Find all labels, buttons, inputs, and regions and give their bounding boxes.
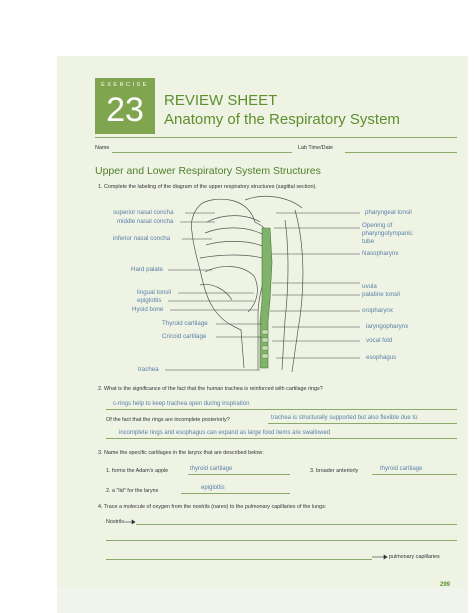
answer-2b-line1[interactable]: trachea is structurally supported but also flexible due to (271, 415, 418, 421)
label-palatine-tonsil: palatine tonsil (362, 291, 400, 298)
label-lingual-tonsil: lingual tonsil (137, 289, 172, 296)
label-uvula: uvula (362, 283, 377, 290)
label-inferior-nasal-concha: inferior nasal concha (113, 235, 171, 242)
pulmonary-capillaries-label: pulmonary capillaries (389, 554, 440, 560)
question-2: 2. What is the significance of the fact that the human trachea is reinforced with cartilage rings? (98, 386, 323, 392)
label-middle-nasal-concha: middle nasal concha (117, 218, 174, 225)
label-thyroid-cartilage: Thyroid cartilage (162, 320, 208, 327)
label-oropharynx: oropharynx (362, 307, 393, 314)
label-vocal-fold: vocal fold (366, 337, 393, 344)
label-nasopharynx: Nasopharynx (362, 250, 399, 257)
exercise-number: 23 (106, 91, 144, 129)
label-pharyngeal-tonsil: pharyngeal tonsil (365, 209, 412, 216)
label-opening-line1: Opening of (362, 222, 393, 229)
label-esophagus: esophagus (366, 354, 397, 361)
question-3: 3. Name the specific cartilages in the larynx that are described below: (98, 450, 264, 456)
lab-time-label: Lab Time/Date (298, 145, 334, 151)
answer-2a[interactable]: c-rings help to keep trachea open during inspiration (113, 401, 250, 407)
page-subtitle: Anatomy of the Respiratory System (164, 111, 400, 128)
page-number: 299 (440, 582, 451, 588)
question-2-followup: Of the fact that the rings are incomplete posteriorly? (106, 417, 230, 423)
label-opening-line2: pharyngotympanic (362, 230, 413, 237)
trace-line[interactable] (106, 540, 457, 541)
answer-2b-line2[interactable]: incomplete rings and esophagus can expand as large food items are swallowed (119, 430, 331, 436)
nostrils-label: Nostrils (106, 519, 124, 525)
trace-line[interactable] (136, 524, 457, 525)
label-epiglottis: epiglottis (137, 297, 162, 304)
question-3-item-2: 2. a "lid" for the larynx (106, 488, 159, 494)
label-superior-nasal-concha: superior nasal concha (113, 209, 174, 216)
answer-3-2[interactable]: epiglottis (201, 485, 225, 491)
trace-line[interactable] (106, 559, 372, 560)
name-label: Name (95, 145, 110, 151)
answer-3-3[interactable]: thyroid cartilage (380, 466, 423, 472)
question-1: 1. Complete the labeling of the diagram of the upper respiratory structures (sagittal section). (98, 184, 317, 190)
label-opening-line3: tube (362, 238, 375, 245)
question-3-item-3: 3. broader anteriorly (310, 468, 359, 474)
label-hyoid-bone: Hyoid bone (132, 306, 164, 313)
label-laryngopharynx: laryngopharynx (366, 323, 409, 330)
answer-3-1[interactable]: thyroid cartilage (190, 466, 233, 472)
label-trachea: trachea (138, 366, 159, 373)
label-cricoid-cartilage: Cricoid cartilage (162, 333, 207, 340)
label-hard-palate: Hard palate (131, 266, 163, 273)
section-title: Upper and Lower Respiratory System Structures (95, 165, 321, 177)
exercise-label: EXERCISE (101, 82, 149, 88)
question-4: 4. Trace a molecule of oxygen from the nostrils (nares) to the pulmonary capillaries of the lungs: (98, 504, 327, 510)
question-3-item-1: 1. forms the Adam's apple (106, 468, 169, 474)
review-sheet-title: REVIEW SHEET (164, 92, 278, 109)
